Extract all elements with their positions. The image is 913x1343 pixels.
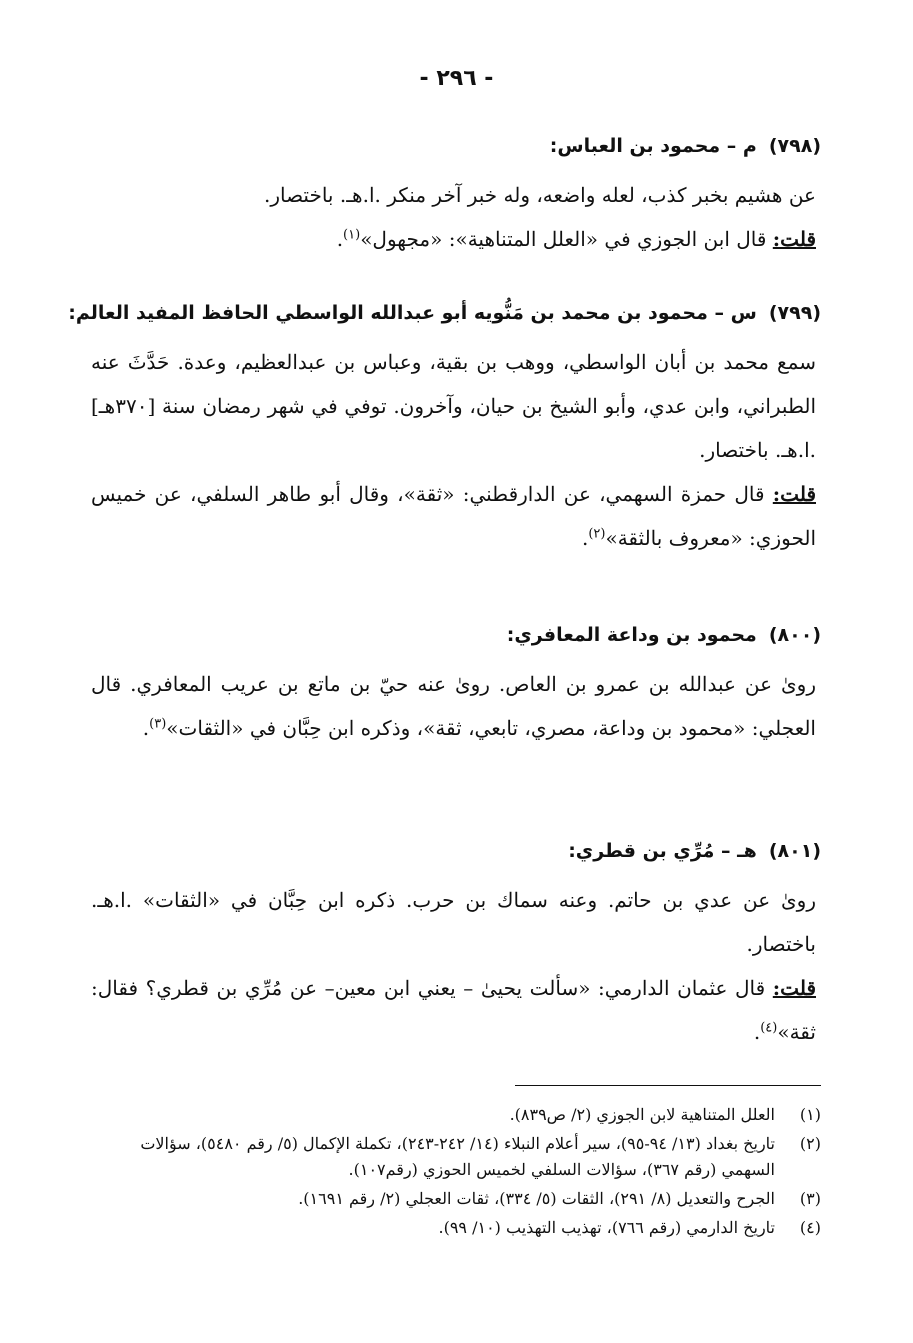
entry-title: محمود بن وداعة المعافري: — [506, 624, 757, 646]
entry-text: عن هشيم بخبر كذب، لعله واضعه، وله خبر آخر منكر .ا.هـ. باختصار. — [263, 183, 816, 207]
note-label: قلت: — [772, 482, 816, 506]
footnote-separator — [515, 1085, 821, 1086]
entry-text-body: روىٰ عن عبدالله بن عمرو بن العاص. روىٰ عنه حيّ بن ماتع بن عريب المعافري. قال العجلي: «محمود بن وداعة، مصري، تابعي، ثقة»، وذكره ابن حِبَّان في «الثقات» — [91, 672, 816, 740]
entry-heading — [91, 131, 821, 161]
footnote-ref: (٣) — [149, 716, 167, 732]
entry-text: روىٰ عن عدي بن حاتم. وعنه سماك بن حرب. ذكره ابن حِبَّان في «الثقات» .ا.هـ. باختصار. — [91, 888, 816, 956]
footnote-ref: (١) — [343, 227, 361, 243]
note-text: قال عثمان الدارمي: «سألت يحيىٰ – يعني ابن معين– عن مُرِّي بن قطري؟ فقال: ثقة» — [91, 976, 816, 1044]
entry-800 — [91, 620, 821, 750]
footnote-item — [91, 1131, 821, 1183]
footnote-number: (١) — [799, 1105, 821, 1124]
note-text: قال حمزة السهمي، عن الدارقطني: «ثقة»، وقال أبو طاهر السلفي، عن خميس الحوزي: «معروف بالثقة» — [91, 482, 816, 550]
entry-note — [91, 217, 821, 261]
footnote-item — [91, 1186, 821, 1212]
entry-heading — [68, 298, 821, 328]
entry-title: س – محمود بن محمد بن مَنُّويه أبو عبدالله الواسطي الحافظ المفيد العالم: — [68, 302, 757, 324]
entry-title: هـ – مُرِّي بن قطري: — [568, 840, 757, 862]
footnote-text: تاريخ الدارمي (رقم ٧٦٦)، تهذيب التهذيب (١٠/ ٩٩). — [438, 1218, 775, 1237]
footnotes — [91, 1102, 821, 1244]
footnote-number: (٤) — [799, 1218, 821, 1237]
entry-number: (٧٩٩) — [768, 302, 821, 324]
entry-text — [91, 662, 821, 750]
entry-798 — [91, 131, 821, 261]
note-text: قال ابن الجوزي في «العلل المتناهية»: «مجهول» — [360, 227, 773, 251]
note-label: قلت: — [772, 227, 816, 251]
footnote-item — [91, 1215, 821, 1241]
entry-title: م – محمود بن العباس: — [549, 135, 757, 157]
note-end: . — [753, 1020, 761, 1044]
entry-heading — [91, 836, 821, 866]
footnote-number: (٣) — [799, 1189, 821, 1208]
entry-text: سمع محمد بن أبان الواسطي، ووهب بن بقية، وعباس بن عبدالعظيم، وعدة. حَدَّثَ عنه الطبراني، وابن عدي، وأبو الشيخ بن حيان، وآخرون. توفي في شهر رمضان سنة [٣٧٠هـ] .ا.هـ. باختصار. — [91, 350, 816, 462]
note-end: . — [581, 526, 589, 550]
note-end: . — [336, 227, 344, 251]
entry-note — [91, 966, 821, 1054]
entry-number: (٧٩٨) — [768, 135, 821, 157]
footnote-ref: (٤) — [760, 1020, 778, 1036]
footnote-text: تاريخ بغداد (١٣/ ٩٤-٩٥)، سير أعلام النبلاء (١٤/ ٢٤٢-٢٤٣)، تكملة الإكمال (٥/ رقم ٥٤٨٠)، سؤالات السهمي (رقم ٣٦٧)، سؤالات السلفي لخميس الحوزي (رقم١٠٧). — [140, 1134, 775, 1179]
entry-799 — [68, 298, 821, 560]
entry-801 — [91, 836, 821, 1054]
entry-heading — [91, 620, 821, 650]
note-label: قلت: — [772, 976, 816, 1000]
footnote-ref: (٢) — [588, 526, 606, 542]
entry-note — [91, 472, 821, 560]
text-end: . — [142, 716, 150, 740]
footnote-item — [91, 1102, 821, 1128]
page-number: - ٢٩٦ - — [419, 66, 494, 91]
footnote-text: الجرح والتعديل (٨/ ٢٩١)، الثقات (٥/ ٣٣٤)، ثقات العجلي (٢/ رقم ١٦٩١). — [298, 1189, 775, 1208]
entry-number: (٨٠٠) — [768, 624, 821, 646]
footnote-text: العلل المتناهية لابن الجوزي (٢/ ص٨٣٩). — [509, 1105, 775, 1124]
entry-number: (٨٠١) — [768, 840, 821, 862]
footnote-number: (٢) — [799, 1134, 821, 1153]
